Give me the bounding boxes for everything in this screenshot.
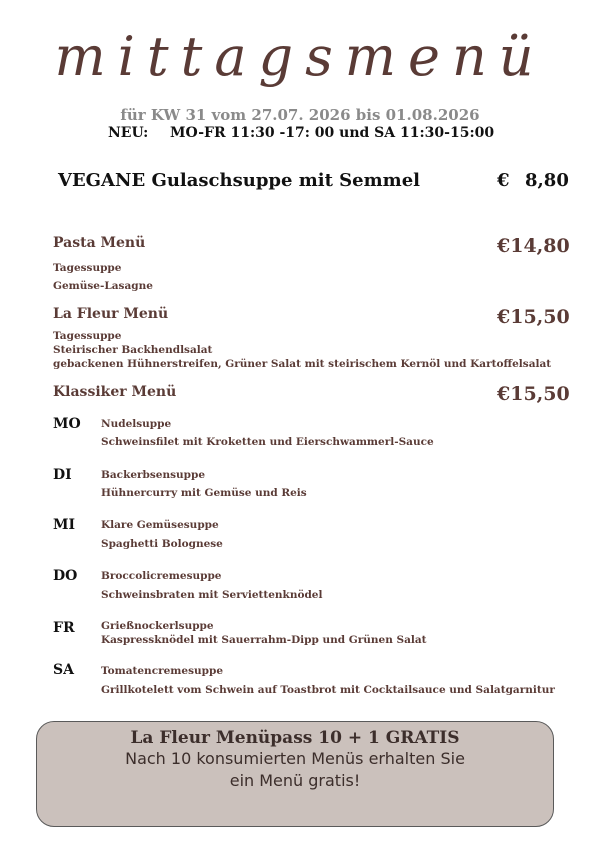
promo-box bbox=[36, 721, 554, 827]
hours-label: NEU: bbox=[108, 125, 149, 141]
lafleur-item: Steirischer Backhendlsalat bbox=[53, 344, 213, 356]
day-main: Grillkotelett vom Schwein auf Toastbrot mit Cocktailsauce und Salatgarnitur bbox=[101, 684, 555, 696]
lafleur-menu-price: €15,50 bbox=[497, 306, 570, 328]
vegan-currency: € bbox=[497, 170, 510, 191]
day-label-mi: MI bbox=[53, 517, 76, 533]
opening-hours: MO-FR 11:30 -17: 00 und SA 11:30-15:00 bbox=[170, 125, 495, 141]
day-main: Kaspressknödel mit Sauerrahm-Dipp und Grünen Salat bbox=[101, 634, 427, 646]
day-soup: Grießnockerlsuppe bbox=[101, 620, 214, 632]
day-main: Schweinsbraten mit Serviettenknödel bbox=[101, 589, 323, 601]
klassiker-menu-title: Klassiker Menü bbox=[53, 384, 177, 400]
promo-title: La Fleur Menüpass 10 + 1 GRATIS bbox=[130, 728, 460, 748]
lafleur-item: gebackenen Hühnerstreifen, Grüner Salat mit steirischem Kernöl und Kartoffelsalat bbox=[53, 358, 552, 370]
vegan-price: 8,80 bbox=[525, 170, 569, 191]
day-main: Hühnercurry mit Gemüse und Reis bbox=[101, 487, 307, 499]
day-label-di: DI bbox=[53, 467, 72, 483]
day-main: Spaghetti Bolognese bbox=[101, 538, 223, 550]
day-soup: Broccolicremesuppe bbox=[101, 570, 222, 582]
day-soup: Backerbsensuppe bbox=[101, 469, 206, 481]
day-label-mo: MO bbox=[53, 416, 81, 432]
klassiker-menu-price: €15,50 bbox=[497, 383, 570, 405]
week-range: für KW 31 vom 27.07. 2026 bis 01.08.2026 bbox=[120, 106, 480, 124]
day-soup: Nudelsuppe bbox=[101, 418, 172, 430]
day-main: Schweinsfilet mit Kroketten und Eierschwammerl-Sauce bbox=[101, 436, 434, 448]
pasta-menu-price: €14,80 bbox=[497, 235, 570, 257]
day-soup: Klare Gemüsesuppe bbox=[101, 519, 219, 531]
promo-text: Nach 10 konsumierten Menüs erhalten Sie bbox=[125, 749, 465, 768]
pasta-item: Tagessuppe bbox=[53, 262, 122, 274]
day-label-do: DO bbox=[53, 568, 78, 584]
vegan-dish-name: VEGANE Gulaschsuppe mit Semmel bbox=[58, 170, 421, 191]
pasta-menu-title: Pasta Menü bbox=[53, 235, 146, 251]
promo-text: ein Menü gratis! bbox=[229, 771, 361, 790]
lafleur-item: Tagessuppe bbox=[53, 330, 122, 342]
page-title: mittagsmenü bbox=[54, 25, 546, 88]
day-label-sa: SA bbox=[53, 662, 74, 678]
pasta-item: Gemüse-Lasagne bbox=[53, 280, 153, 292]
lafleur-menu-title: La Fleur Menü bbox=[53, 306, 169, 322]
day-soup: Tomatencremesuppe bbox=[101, 665, 223, 677]
day-label-fr: FR bbox=[53, 620, 75, 636]
